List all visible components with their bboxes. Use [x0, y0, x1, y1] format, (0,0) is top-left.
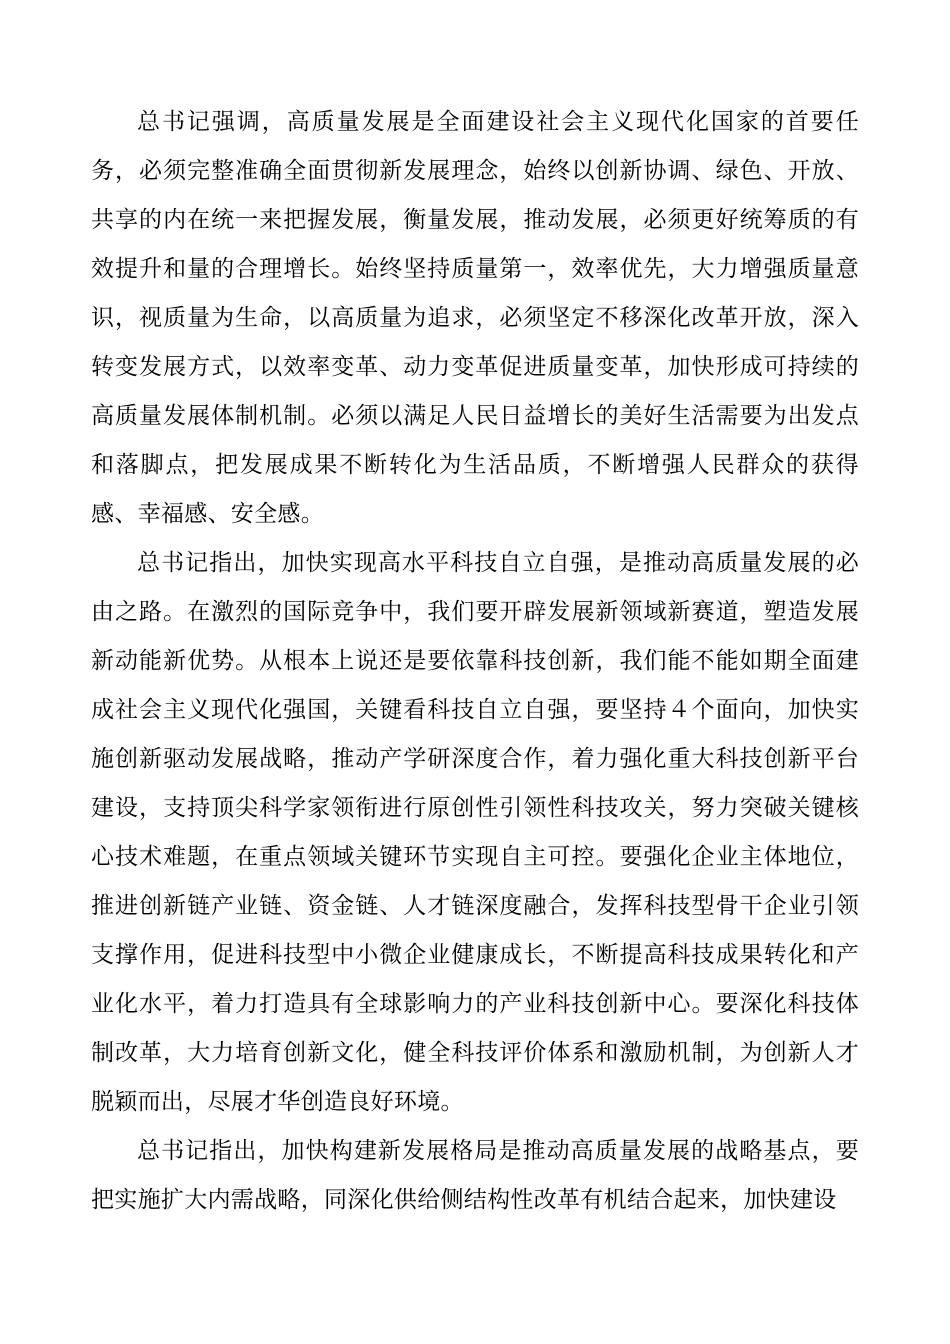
paragraph-2: 总书记指出，加快实现高水平科技自立自强，是推动高质量发展的必由之路。在激烈的国际竞争中，我们要开辟发展新领域新赛道，塑造发展新动能新优势。从根本上说还是要依靠科技创新，我们能不能如期全面建成社会主义现代化强国，关键看科技自立自强，要坚持４个面向，加快实施创新驱动发展战略，推动产学研深度合作，着力强化重大科技创新平台建设，支持顶尖科学家领衔进行原创性引领性科技攻关，努力突破关键核心技术难题，在重点领域关键环节实现自主可控。要强化企业主体地位，推进创新链产业链、资金链、人才链深度融合，发挥科技型骨干企业引领支撑作用，促进科技型中小微企业健康成长，不断提高科技成果转化和产业化水平，着力打造具有全球影响力的产业科技创新中心。要深化科技体制改革，大力培育创新文化，健全科技评价体系和激励机制，为创新人才脱颖而出，尽展才华创造良好环境。 [91, 550, 859, 1115]
paragraph-1: 总书记强调，高质量发展是全面建设社会主义现代化国家的首要任务，必须完整准确全面贯彻新发展理念，始终以创新协调、绿色、开放、共享的内在统一来把握发展，衡量发展，推动发展，必须更好统筹质的有效提升和量的合理增长。始终坚持质量第一，效率优先，大力增强质量意识，视质量为生命，以高质量为追求，必须坚定不移深化改革开放，深入转变发展方式，以效率变革、动力变革促进质量变革，加快形成可持续的高质量发展体制机制。必须以满足人民日益增长的美好生活需要为出发点和落脚点，把发展成果不断转化为生活品质，不断增强人民群众的获得感、幸福感、安全感。 [91, 109, 859, 527]
paragraph-3: 总书记指出，加快构建新发展格局是推动高质量发展的战略基点，要把实施扩大内需战略，同深化供给侧结构性改革有机结合起来，加快建设 [91, 1138, 859, 1213]
document-body [91, 98, 859, 1225]
